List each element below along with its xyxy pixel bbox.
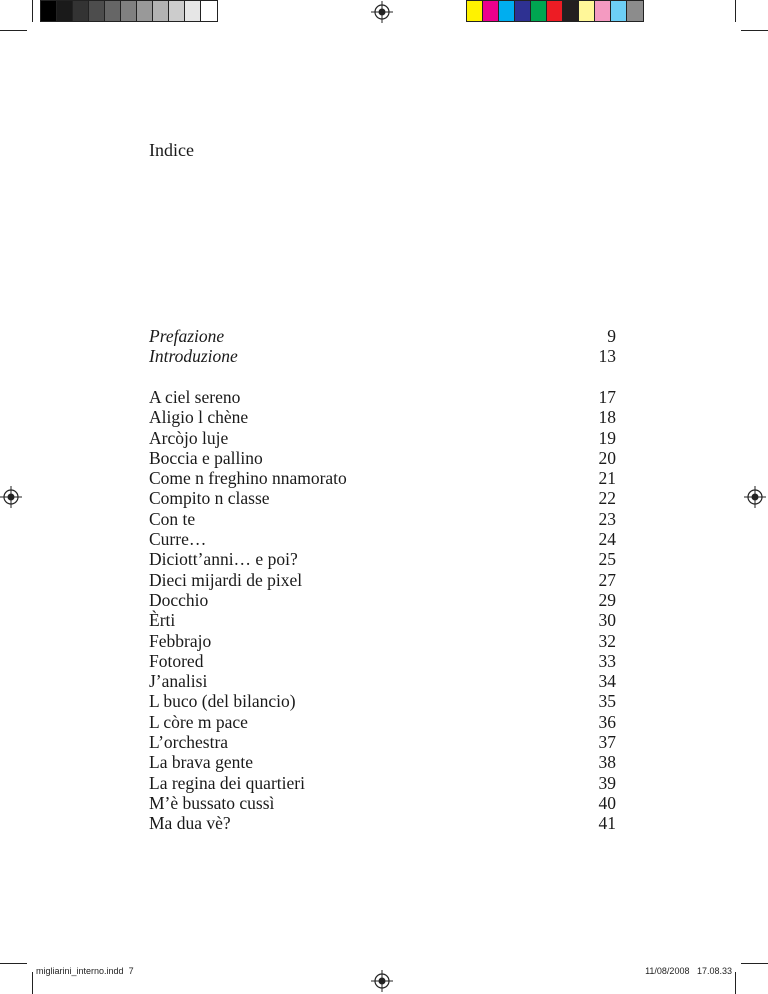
toc-entry-page: 21 [598, 468, 616, 489]
toc-entry-title: La regina dei quartieri [149, 772, 305, 793]
toc-entry-title: La brava gente [149, 752, 253, 773]
toc-entry-title: Come n freghino nnamorato [149, 468, 347, 489]
toc-entry [149, 428, 616, 448]
toc-entry-page: 19 [598, 427, 616, 448]
crop-mark [32, 0, 33, 22]
toc-entry-page: 23 [598, 508, 616, 529]
toc-entry [149, 387, 616, 407]
toc-entry-title: L buco (del bilancio) [149, 691, 296, 712]
toc-entry [149, 773, 616, 793]
toc-entry-title: L’orchestra [149, 732, 229, 753]
toc-entry-page: 39 [598, 772, 616, 793]
color-swatch [515, 1, 531, 21]
color-swatch [595, 1, 611, 21]
toc-entry-title: Docchio [149, 589, 209, 610]
slug-page-number: 7 [128, 966, 134, 976]
toc-entry [149, 509, 616, 529]
color-swatch [137, 1, 153, 21]
toc-entry-title: Prefazione [149, 326, 225, 346]
slug-filename [36, 966, 134, 976]
toc-entry-page: 30 [598, 610, 616, 631]
toc-entry [149, 407, 616, 427]
toc-entry-title: Con te [149, 508, 196, 529]
color-swatch [547, 1, 563, 21]
crop-mark [735, 0, 736, 22]
toc-entry-page: 9 [607, 326, 616, 346]
color-swatch [121, 1, 137, 21]
toc-entry [149, 346, 616, 366]
toc-entry [149, 712, 616, 732]
toc-entry [149, 529, 616, 549]
toc-entry [149, 813, 616, 833]
registration-mark-icon [0, 486, 22, 508]
color-swatch [531, 1, 547, 21]
slug-timestamp: 11/08/2008 17.08.33 [645, 966, 732, 976]
color-swatch [627, 1, 643, 21]
color-swatch [73, 1, 89, 21]
color-swatch [201, 1, 217, 21]
toc-entry-title: Febbrajo [149, 630, 212, 651]
grayscale-control-strip [40, 0, 218, 22]
toc-entry-title: Curre… [149, 529, 207, 550]
toc-entry [149, 549, 616, 569]
slug-file: migliarini_interno.indd [36, 966, 124, 976]
color-swatch [563, 1, 579, 21]
toc-entry-page: 22 [598, 488, 616, 509]
toc-entry-title: Introduzione [149, 346, 238, 367]
toc-entry [149, 732, 616, 752]
crop-mark [741, 963, 768, 964]
registration-mark-icon [371, 970, 393, 992]
color-swatch [467, 1, 483, 21]
toc-entry [149, 326, 616, 346]
toc-entry [149, 671, 616, 691]
toc-entry-page: 36 [598, 711, 616, 732]
toc-entry-title: Dieci mijardi de pixel [149, 569, 303, 590]
toc-entry [149, 468, 616, 488]
color-swatch [483, 1, 499, 21]
toc-entry-page: 38 [598, 752, 616, 773]
color-swatch [57, 1, 73, 21]
registration-mark-icon [371, 1, 393, 23]
color-swatch [41, 1, 57, 21]
toc-entry-page: 40 [598, 792, 616, 813]
crop-mark [735, 972, 736, 994]
crop-mark [741, 30, 768, 31]
toc-entry-title: Compito n classe [149, 488, 270, 509]
toc-entry-page: 25 [598, 549, 616, 570]
crop-mark [0, 30, 27, 31]
toc-entry-page: 27 [598, 569, 616, 590]
toc-entry-title: Boccia e pallino [149, 447, 263, 468]
color-swatch [611, 1, 627, 21]
color-swatch [185, 1, 201, 21]
toc-entry-page: 33 [598, 650, 616, 671]
registration-mark-icon [744, 486, 766, 508]
color-swatch [169, 1, 185, 21]
toc-entry-page: 34 [598, 671, 616, 692]
toc-entry [149, 570, 616, 590]
toc-entry-page: 35 [598, 691, 616, 712]
toc-front-matter [149, 326, 616, 367]
crop-mark [32, 972, 33, 994]
toc-entry-title: Aligio l chène [149, 407, 249, 428]
toc-entry-title: Ma dua vè? [149, 813, 231, 834]
toc-entry-page: 37 [598, 732, 616, 753]
toc-entry-page: 29 [598, 589, 616, 610]
toc-entry [149, 448, 616, 468]
toc-entry [149, 651, 616, 671]
toc-entry-title: Arcòjo luje [149, 427, 229, 448]
toc-entry-page: 20 [598, 447, 616, 468]
toc-entry [149, 610, 616, 630]
toc-entry-title: M’è bussato cussì [149, 792, 275, 813]
page-title: Indice [149, 140, 194, 160]
toc-entry [149, 590, 616, 610]
color-swatch [579, 1, 595, 21]
color-control-strip [466, 0, 644, 22]
toc-entry-title: A ciel sereno [149, 387, 241, 407]
toc-entry-page: 41 [598, 813, 616, 834]
toc-entry-title: Èrti [149, 610, 176, 631]
toc-entry [149, 488, 616, 508]
toc-entry [149, 691, 616, 711]
toc-entry-page: 32 [598, 630, 616, 651]
color-swatch [499, 1, 515, 21]
toc-entry [149, 631, 616, 651]
toc-entry-title: Fotored [149, 650, 204, 671]
toc-entry-page: 17 [598, 387, 616, 407]
color-swatch [105, 1, 121, 21]
toc-entry [149, 793, 616, 813]
color-swatch [89, 1, 105, 21]
toc-entry [149, 752, 616, 772]
toc-list [149, 387, 616, 834]
toc-entry-page: 24 [598, 529, 616, 550]
toc-entry-title: J’analisi [149, 671, 208, 692]
toc-entry-page: 13 [598, 346, 616, 367]
color-swatch [153, 1, 169, 21]
toc-entry-page: 18 [598, 407, 616, 428]
toc-entry-title: Diciott’anni… e poi? [149, 549, 298, 570]
crop-mark [0, 963, 27, 964]
toc-entry-title: L còre m pace [149, 711, 248, 732]
